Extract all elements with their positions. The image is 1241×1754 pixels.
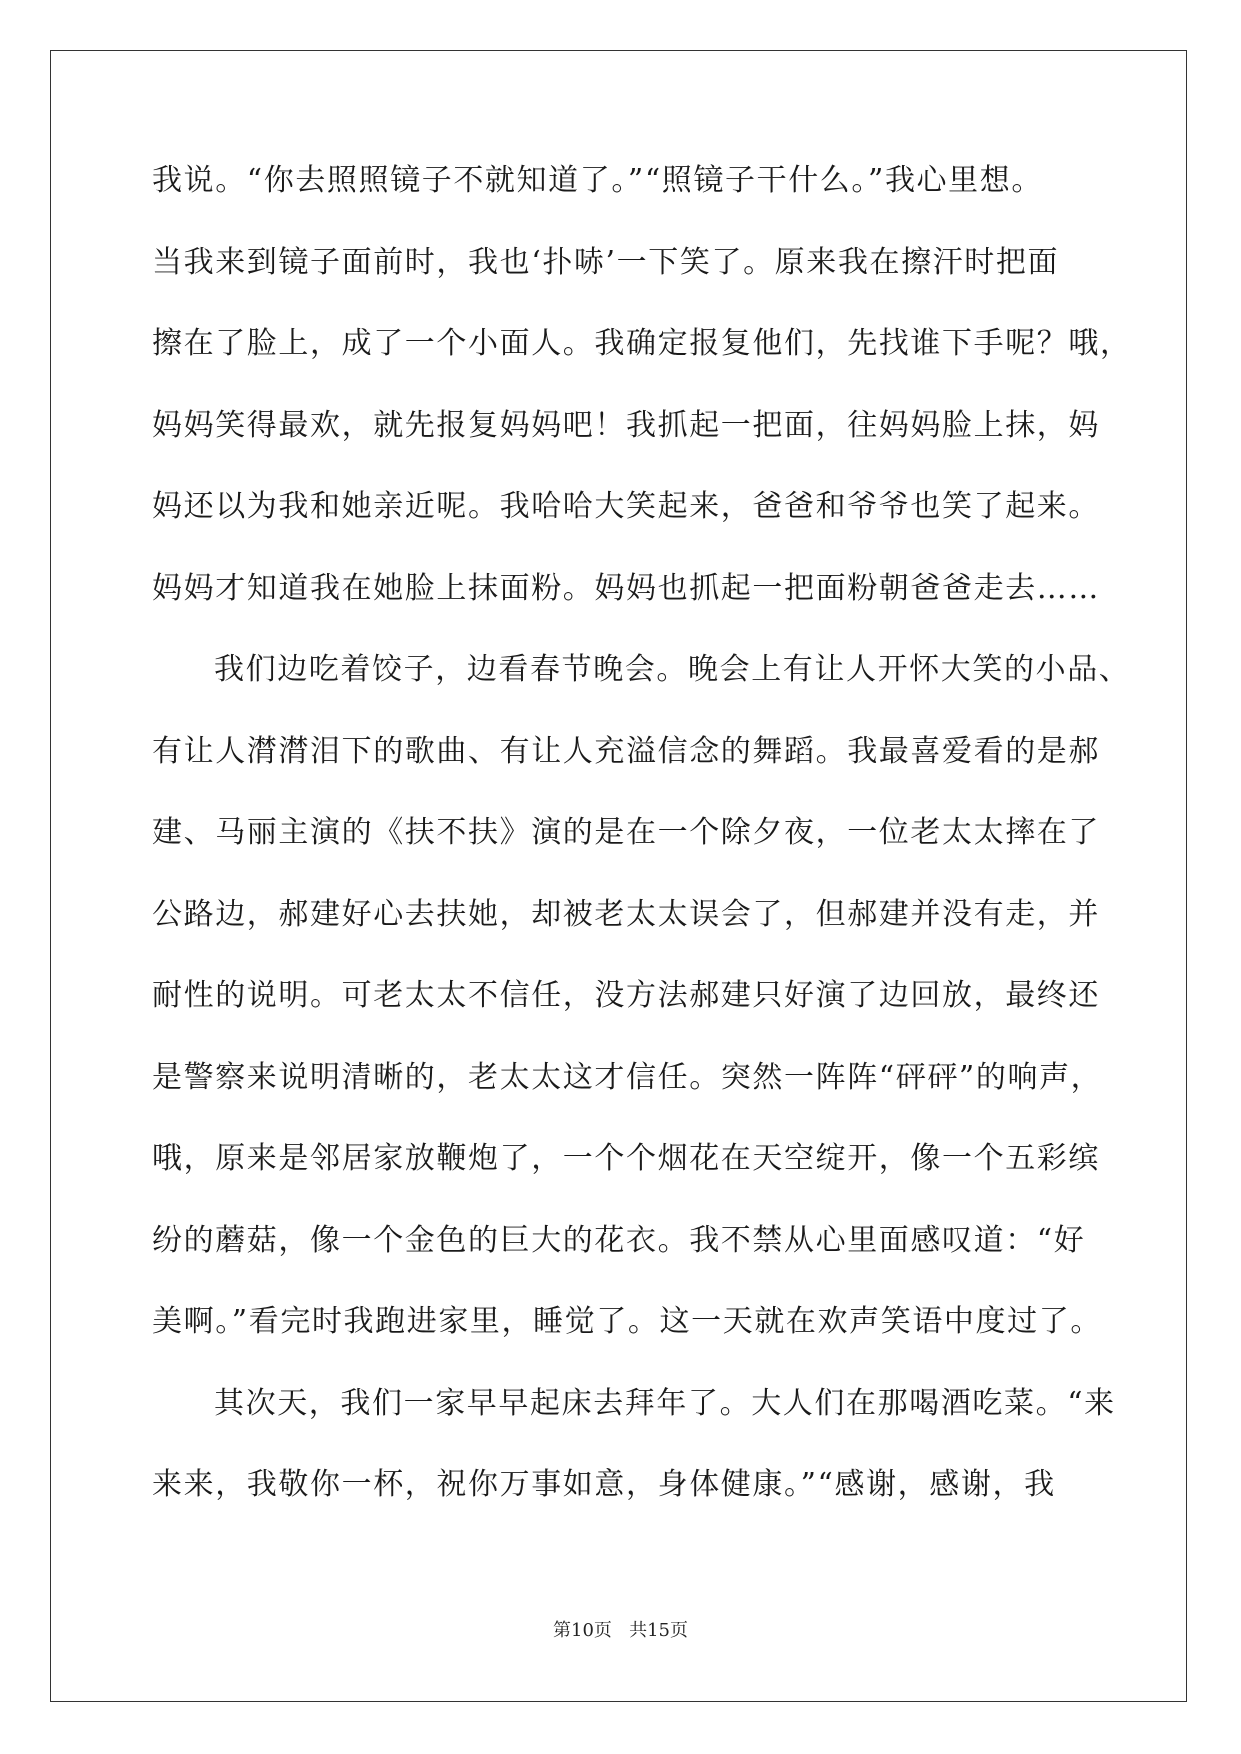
text-line: 耐性的说明。可老太太不信任，没方法郝建只好演了边回放，最终还 [152, 978, 1100, 1013]
text-line: 是警察来说明清晰的，老太太这才信任。突然一阵阵“砰砰”的响声， [152, 1059, 1103, 1095]
text-line: 妈还以为我和她亲近呢。我哈哈大笑起来，爸爸和爷爷也笑了起来。 [152, 489, 1100, 524]
text-line: 其次天，我们一家早早起床去拜年了。大人们在那喝酒吃菜。“来 [214, 1385, 1116, 1421]
text-line: 我们边吃着饺子，边看春节晚会。晚会上有让人开怀大笑的小品、 [214, 652, 1131, 687]
text-line: 公路边，郝建好心去扶她，却被老太太误会了，但郝建并没有走，并 [152, 896, 1100, 932]
text-line: 有让人潸潸泪下的歌曲、有让人充溢信念的舞蹈。我最喜爱看的是郝 [152, 733, 1100, 769]
text-line: 美啊。”看完时我跑进家里，睡觉了。这一天就在欢声笑语中度过了。 [152, 1304, 1102, 1339]
text-line: 我说。“你去照照镜子不就知道了。”“照镜子干什么。”我心里想。 [152, 163, 1043, 198]
text-line: 哦，原来是邻居家放鞭炮了，一个个烟花在天空绽开，像一个五彩缤 [152, 1141, 1100, 1176]
text-line: 当我来到镜子面前时，我也‘扑哧’一下笑了。原来我在擦汗时把面 [152, 244, 1060, 280]
text-line: 擦在了脸上，成了一个小面人。我确定报复他们，先找谁下手呢？哦， [152, 326, 1132, 361]
text-line: 妈妈笑得最欢，就先报复妈妈吧！我抓起一把面，往妈妈脸上抹，妈 [152, 407, 1100, 443]
text-line: 妈妈才知道我在她脸上抹面粉。妈妈也抓起一把面粉朝爸爸走去…… [152, 570, 1100, 606]
page-number: 第10页 共15页 [553, 1620, 688, 1641]
text-line: 建、马丽主演的《扶不扶》演的是在一个除夕夜，一位老太太摔在了 [152, 815, 1100, 850]
text-line: 纷的蘑菇，像一个金色的巨大的花衣。我不禁从心里面感叹道：“好 [152, 1222, 1086, 1258]
document-body [152, 140, 1132, 1526]
text-line: 来来，我敬你一杯，祝你万事如意，身体健康。”“感谢，感谢，我 [152, 1467, 1056, 1502]
